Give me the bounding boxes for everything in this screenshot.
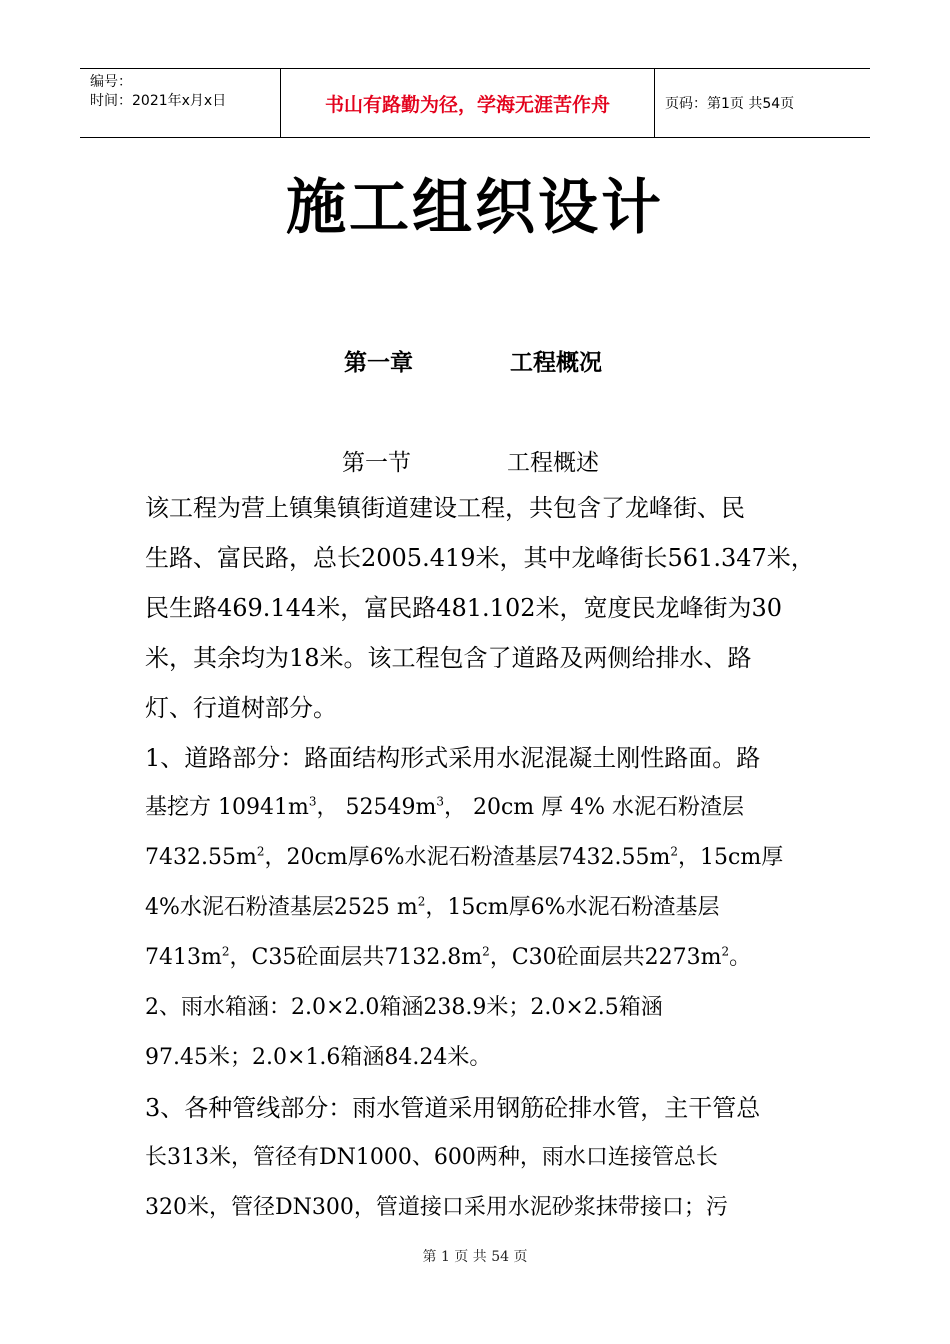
text-fragment: ，15cm厚 <box>678 845 784 870</box>
text-fragment: 4%水泥石粉渣基层2525 m <box>145 895 418 920</box>
section-number: 第一节 <box>342 450 411 476</box>
superscript: 2 <box>256 844 265 859</box>
text-fragment: ， 52549m <box>316 795 437 820</box>
text-line: 灯、行道树部分。 <box>145 694 337 722</box>
text-line: 320米，管径DN300，管道接口采用水泥砂浆抹带接口；污 <box>145 1195 728 1220</box>
text-fragment: ，C30砼面层共2273m <box>489 945 722 970</box>
header-page-info: 页码：第1页 共54页 <box>665 96 795 112</box>
document-title: 施工组织设计 <box>286 173 664 243</box>
superscript: 3 <box>436 794 444 809</box>
number-label: 编号： <box>90 74 132 90</box>
superscript: 2 <box>721 944 730 959</box>
text-line <box>145 793 835 823</box>
chapter-title: 工程概况 <box>510 350 602 376</box>
page-header <box>80 68 870 138</box>
text-line: 该工程为营上镇集镇街道建设工程，共包含了龙峰街、民 <box>145 494 745 522</box>
text-line: 长313米，管径有DN1000、600两种，雨水口连接管总长 <box>145 1145 718 1170</box>
text-fragment: 基挖方 10941m <box>145 795 309 820</box>
text-fragment: ，15cm厚6%水泥石粉渣基层 <box>425 895 720 920</box>
text-line: 97.45米；2.0×1.6箱涵84.24米。 <box>145 1045 492 1070</box>
text-line: 民生路469.144米，富民路481.102米，宽度民龙峰街为30 <box>145 594 783 622</box>
text-fragment: 7432.55m <box>145 845 257 870</box>
text-line <box>145 843 835 873</box>
text-line <box>145 943 835 973</box>
time-label: 时间：2021年x月x日 <box>90 93 227 109</box>
superscript: 2 <box>482 944 490 959</box>
section-title: 工程概述 <box>507 450 599 476</box>
text-line: 2、雨水箱涵：2.0×2.0箱涵238.9米；2.0×2.5箱涵 <box>145 995 663 1020</box>
header-motto: 书山有路勤为径，学海无涯苦作舟 <box>324 93 610 116</box>
text-fragment: ，C35砼面层共7132.8m <box>229 945 483 970</box>
header-divider <box>654 69 655 137</box>
text-fragment: ， 20cm 厚 4% 水泥石粉渣层 <box>443 795 745 820</box>
superscript: 2 <box>221 944 230 959</box>
text-line: 1、道路部分：路面结构形式采用水泥混凝土刚性路面。路 <box>145 744 761 772</box>
text-line <box>145 893 835 923</box>
superscript: 2 <box>417 894 426 909</box>
superscript: 2 <box>670 844 679 859</box>
text-line: 米，其余均为18米。该工程包含了道路及两侧给排水、路 <box>145 644 752 672</box>
page-footer: 第 1 页 共 54 页 <box>422 1249 528 1265</box>
chapter-number: 第一章 <box>344 350 413 376</box>
header-meta <box>90 73 226 111</box>
superscript: 3 <box>308 794 317 809</box>
text-fragment: 。 <box>729 945 752 970</box>
text-line: 3、各种管线部分：雨水管道采用钢筋砼排水管，主干管总 <box>145 1094 761 1122</box>
text-line: 生路、富民路，总长2005.419米，其中龙峰街长561.347米， <box>145 544 815 572</box>
text-fragment: 7413m <box>145 945 222 970</box>
text-fragment: ，20cm厚6%水泥石粉渣基层7432.55m <box>264 845 671 870</box>
